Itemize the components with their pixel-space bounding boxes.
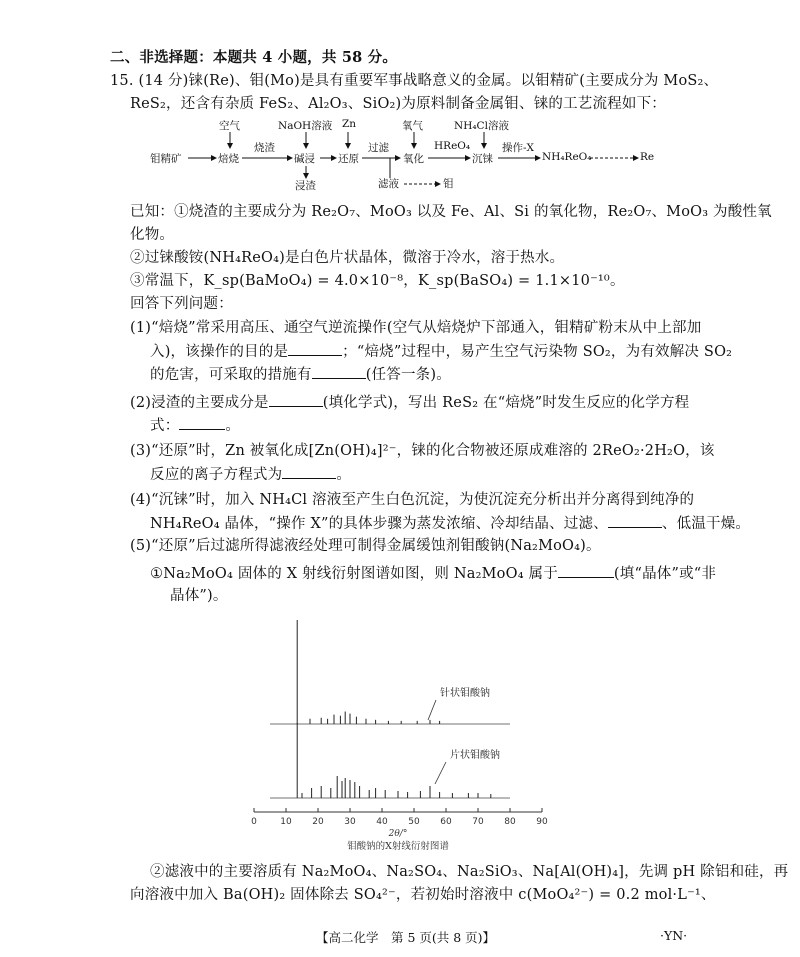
series-2-label: 片状钼酸钠	[450, 750, 500, 761]
answer-blank-3[interactable]	[269, 392, 323, 407]
known-1b: 化物。	[130, 227, 175, 243]
footer-page-info: 【高二化学 第 5 页(共 8 页)】	[316, 930, 496, 945]
x-tick-label-70: 70	[472, 817, 484, 827]
process-flow-diagram	[150, 118, 670, 200]
part5-sub2-line1: ②滤液中的主要溶质有 Na₂MoO₄、Na₂SO₄、Na₂SiO₃、Na[Al(OH)₄]，先调 pH 除铝和硅，再	[150, 864, 789, 880]
known-2: ②过铼酸铵(NH₄ReO₄)是白色片状晶体，微溶于冷水，溶于热水。	[130, 250, 565, 266]
part1-line1: (1)“焙烧”常采用高压、通空气逆流操作(空气从焙烧炉下部通入，钼精矿粉末从中上部加	[130, 320, 702, 336]
known-3: ③常温下，K_sp(BaMoO₄) = 4.0×10⁻⁸，K_sp(BaSO₄) = 1.1×10⁻¹⁰。	[130, 273, 625, 289]
series-1-leader	[428, 700, 436, 720]
x-tick-label-80: 80	[504, 817, 516, 827]
q15-intro-line1: 15. (14 分)铼(Re)、钼(Mo)是具有重要军事战略意义的金属。以钼精矿(主要成分为 MoS₂、	[110, 73, 719, 89]
flow-leach: 碱浸	[294, 153, 315, 165]
x-tick-label-60: 60	[440, 817, 452, 827]
flow-nh4cl: NH₄Cl溶液	[454, 120, 509, 132]
x-tick-label-10: 10	[280, 817, 292, 827]
flow-filtrate: 滤液	[378, 178, 399, 190]
answer-blank-2[interactable]	[312, 364, 366, 379]
flow-reduce: 还原	[338, 153, 359, 165]
series-1-label: 针状钼酸钠	[440, 688, 490, 699]
x-tick-label-30: 30	[344, 817, 356, 827]
part3-line2: 反应的离子方程式为 。	[150, 464, 351, 485]
known-1: 已知：①烧渣的主要成分为 Re₂O₇、MoO₃ 以及 Fe、Al、Si 的氧化物，Re₂O₇、MoO₃ 为酸性氧	[130, 204, 772, 220]
flow-start: 钼精矿	[150, 153, 182, 165]
part3-line1: (3)“还原”时，Zn 被氧化成[Zn(OH)₄]²⁻，铼的化合物被还原成难溶的 2ReO₂·2H₂O，该	[130, 443, 715, 459]
flow-naoh: NaOH溶液	[278, 120, 333, 132]
flow-o2: 氧气	[402, 120, 423, 132]
answer-blank-1[interactable]	[288, 341, 342, 356]
part4-line2: NH₄ReO₄ 晶体，“操作 X”的具体步骤为蒸发浓缩、冷却结晶、过滤、 、低温干燥。	[150, 513, 750, 534]
part1-line3: 的危害，可采取的措施有 (任答一条)。	[150, 364, 451, 385]
answer-blank-7[interactable]	[558, 563, 614, 578]
answer-blank-5[interactable]	[282, 464, 336, 479]
q15-intro-line2: ReS₂，还含有杂质 FeS₂、Al₂O₃、SiO₂)为原料制备金属钼、铼的工艺流程如下：	[130, 96, 666, 112]
flow-roast: 焙烧	[218, 153, 239, 165]
flow-slag-r: 烧渣	[254, 142, 275, 154]
answer-prompt: 回答下列问题：	[130, 296, 233, 312]
flow-op-x: 操作-X	[502, 142, 535, 154]
part5-sub1-line2: 晶体”)。	[170, 588, 228, 604]
flow-air: 空气	[219, 120, 240, 132]
flow-filter: 过滤	[368, 142, 389, 154]
answer-blank-4[interactable]	[179, 415, 225, 430]
x-axis-label: 2θ/°	[388, 829, 408, 839]
chart-title: 钼酸钠的X射线衍射图谱	[347, 841, 449, 852]
part5-line1: (5)“还原”后过滤所得滤液经处理可制得金属缓蚀剂钼酸钠(Na₂MoO₄)。	[130, 538, 601, 554]
x-tick-label-0: 0	[251, 817, 257, 827]
section-title: 二、非选择题：本题共 4 小题，共 58 分。	[110, 49, 398, 66]
part2-line2: 式： 。	[150, 415, 240, 436]
footer-code: ·YN·	[660, 928, 688, 943]
flow-oxidize: 氧化	[403, 153, 424, 165]
series-2-leader	[435, 762, 446, 784]
answer-blank-6[interactable]	[608, 513, 662, 528]
xrd-svg	[250, 612, 550, 852]
xrd-chart	[250, 612, 550, 852]
x-tick-label-20: 20	[312, 817, 324, 827]
flow-precip: 沉铼	[472, 153, 493, 165]
x-tick-label-40: 40	[376, 817, 388, 827]
part5-sub2-line2: 向溶液中加入 Ba(OH)₂ 固体除去 SO₄²⁻，若初始时溶液中 c(MoO₄²⁻) = 0.2 mol·L⁻¹、	[130, 887, 716, 903]
flow-nh4reo4: NH₄ReO₄	[542, 151, 592, 163]
x-tick-label-90: 90	[536, 817, 548, 827]
part1-line2: 入)，该操作的目的是 ；“焙烧”过程中，易产生空气污染物 SO₂，为有效解决 SO₂	[150, 341, 732, 362]
part2-line1: (2)浸渣的主要成分是 (填化学式)，写出 ReS₂ 在“焙烧”时发生反应的化学方程	[130, 392, 689, 413]
flow-mo: 钼	[443, 178, 454, 190]
flow-re: Re	[640, 151, 655, 163]
flow-leach-res: 浸渣	[295, 180, 316, 192]
flow-zn: Zn	[342, 118, 357, 130]
part5-sub1-line1: ①Na₂MoO₄ 固体的 X 射线衍射图谱如图，则 Na₂MoO₄ 属于 (填“晶体”或“非	[150, 563, 716, 584]
part4-line1: (4)“沉铼”时，加入 NH₄Cl 溶液至产生白色沉淀，为使沉淀充分析出并分离得到纯净的	[130, 492, 695, 508]
x-tick-label-50: 50	[408, 817, 420, 827]
flow-hreo4: HReO₄	[434, 140, 471, 152]
